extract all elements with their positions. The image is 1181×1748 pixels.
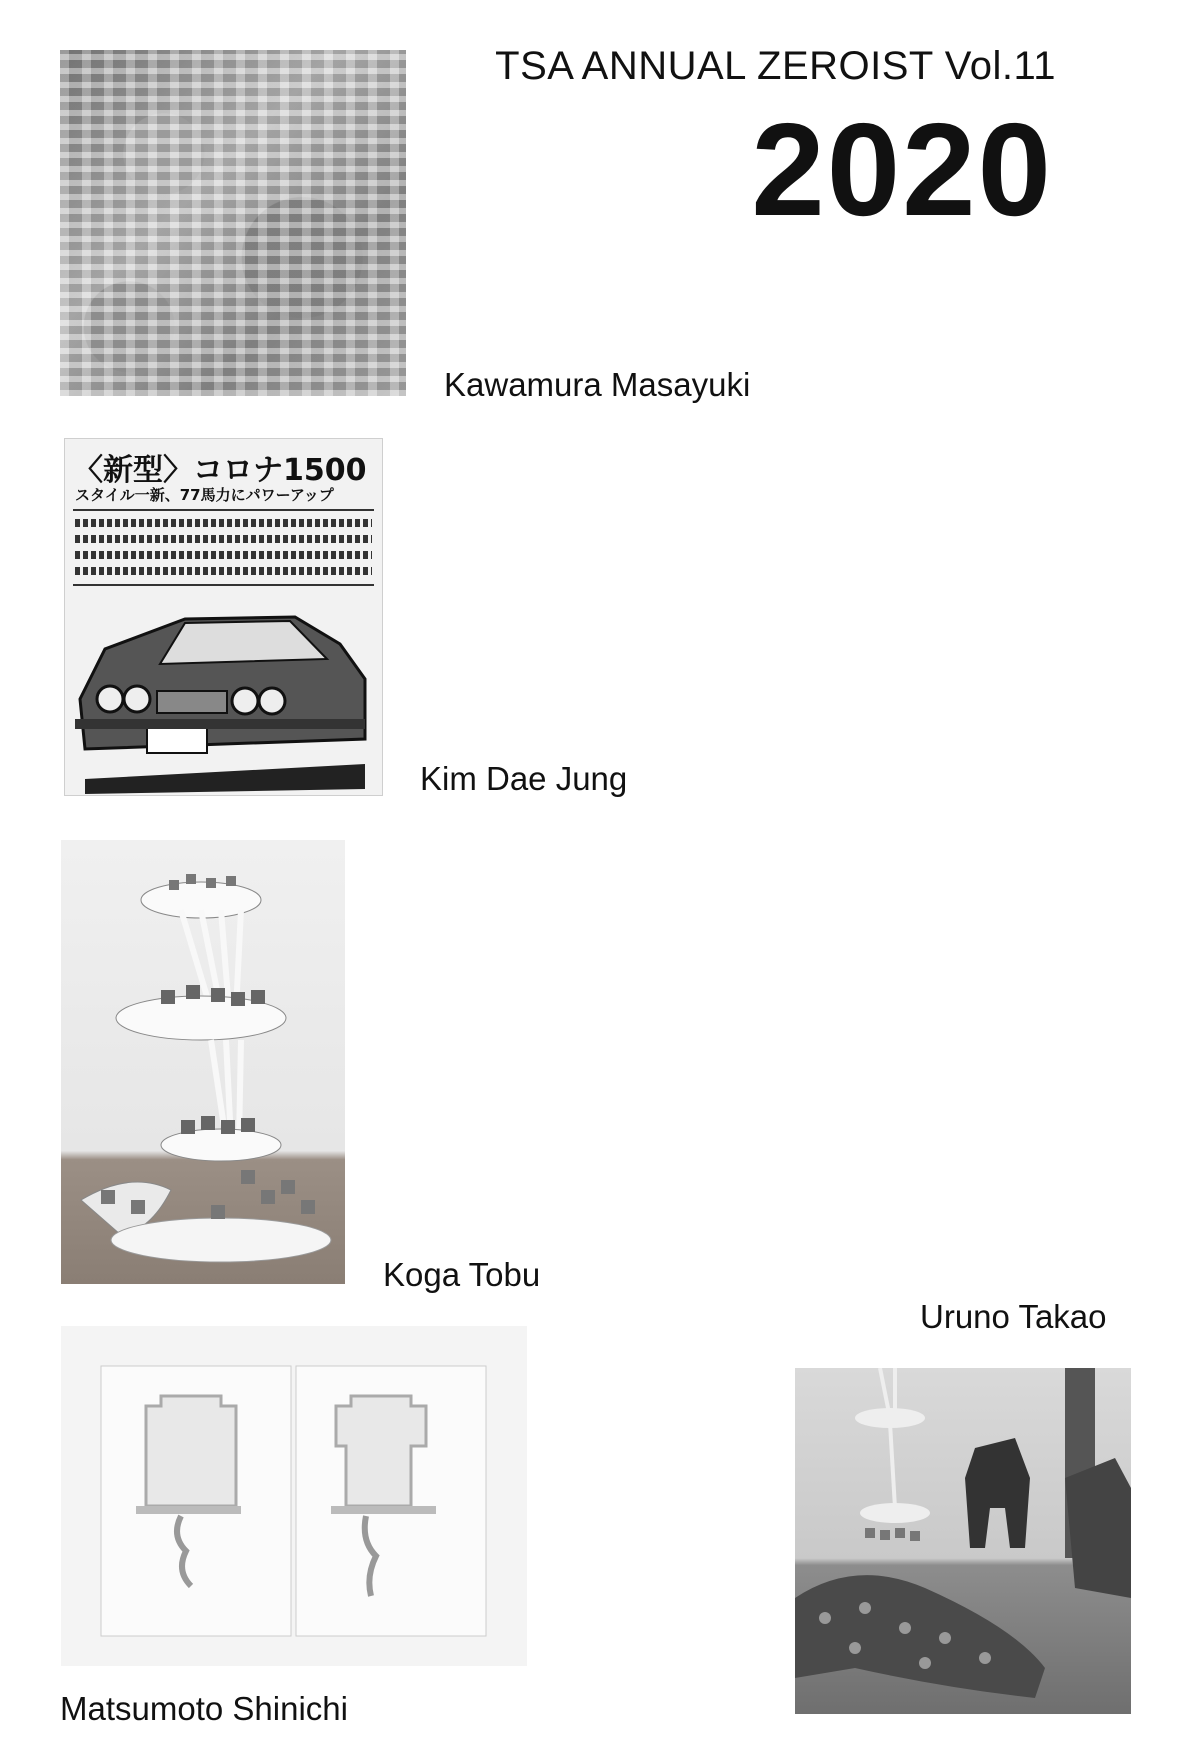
- artwork-image-car-advertisement: [64, 438, 383, 796]
- artwork-image-collage: [60, 50, 406, 396]
- ad-body-line: [75, 519, 372, 527]
- ad-divider: [73, 584, 374, 586]
- installation-illustration: [795, 1368, 1131, 1714]
- car-illustration: [65, 589, 383, 796]
- artist-caption-uruno: Uruno Takao: [920, 1298, 1107, 1335]
- ad-body-line: [75, 535, 372, 543]
- artist-caption-kim: Kim Dae Jung: [420, 760, 628, 797]
- artist-caption-kawamura: Kawamura Masayuki: [444, 366, 751, 403]
- artwork-image-panels: [61, 1326, 527, 1666]
- sculpture-illustration: [61, 840, 345, 1284]
- panels-illustration: [61, 1326, 527, 1666]
- ad-body-line: [75, 567, 372, 575]
- artwork-image-sculpture: [61, 840, 345, 1284]
- ad-body-line: [75, 551, 372, 559]
- artwork-image-installation: [795, 1368, 1131, 1714]
- publication-title: TSA ANNUAL ZEROIST Vol.11: [495, 44, 1056, 88]
- ad-divider: [73, 509, 374, 511]
- year-heading: 2020: [751, 96, 1053, 243]
- artist-caption-matsumoto: Matsumoto Shinichi: [60, 1690, 348, 1727]
- ad-title: 〈新型〉コロナ1500: [73, 453, 367, 488]
- artist-caption-koga: Koga Tobu: [383, 1256, 541, 1293]
- ad-subtitle: スタイル一新、77馬力にパワーアップ: [75, 486, 334, 504]
